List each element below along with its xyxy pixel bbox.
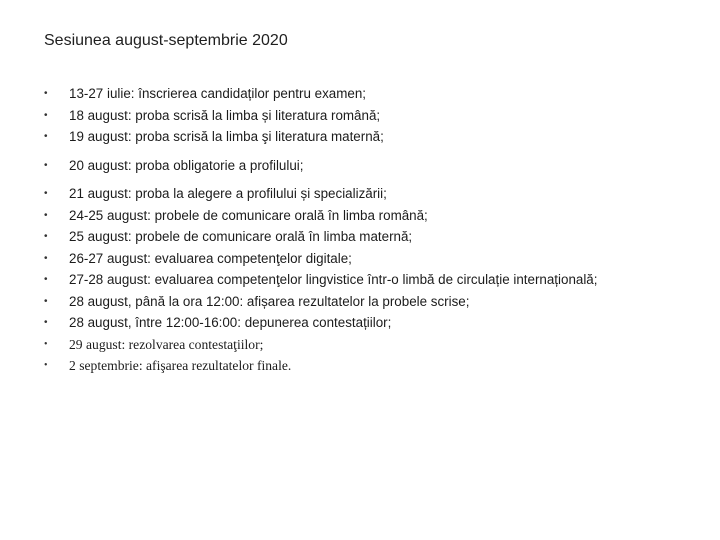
bullet-icon: • — [44, 295, 48, 307]
list-item-text: 28 august, între 12:00-16:00: depunerea contestațiilor; — [69, 315, 392, 330]
list-item — [44, 105, 704, 127]
bullet-icon: • — [44, 274, 48, 285]
list-item — [44, 205, 704, 227]
bullet-icon: • — [44, 131, 48, 142]
list-item — [44, 291, 704, 313]
list-item-text: 2 septembrie: afişarea rezultatelor finale. — [69, 358, 292, 373]
list-item — [44, 83, 704, 105]
bullet-icon: • — [44, 188, 48, 199]
list-item — [44, 248, 704, 270]
slide-title: Sesiunea august-septembrie 2020 — [44, 32, 288, 49]
bullet-icon: • — [44, 109, 48, 121]
list-item — [44, 155, 704, 177]
list-item — [44, 334, 704, 356]
schedule-list — [44, 83, 704, 377]
list-item — [44, 226, 704, 248]
bullet-icon: • — [44, 317, 48, 328]
list-item-text: 25 august: probele de comunicare orală în limba maternă; — [69, 229, 413, 244]
bullet-icon: • — [44, 159, 48, 171]
list-item-text: 19 august: proba scrisă la limba şi literatura maternă; — [69, 129, 384, 144]
list-item-text: 27-28 august: evaluarea competenţelor lingvistice într-o limbă de circulație internațională; — [69, 272, 598, 287]
list-item — [44, 126, 704, 148]
list-item-text: 13-27 iulie: înscrierea candidaților pentru examen; — [69, 86, 366, 101]
list-item-text: 29 august: rezolvarea contestaţiilor; — [69, 336, 264, 352]
bullet-icon: • — [44, 338, 48, 350]
list-item — [44, 183, 704, 205]
list-item-text: 24-25 august: probele de comunicare orală în limba română; — [69, 207, 428, 223]
list-item-text: 18 august: proba scrisă la limba și literatura română; — [69, 107, 381, 123]
bullet-icon: • — [44, 252, 48, 264]
list-item-text: 20 august: proba obligatorie a profilului; — [69, 157, 304, 173]
list-item — [44, 312, 704, 334]
bullet-icon: • — [44, 231, 48, 242]
list-item-text: 26-27 august: evaluarea competenţelor digitale; — [69, 250, 352, 266]
list-item — [44, 269, 704, 291]
bullet-icon: • — [44, 88, 48, 99]
bullet-icon: • — [44, 209, 48, 221]
bullet-icon: • — [44, 360, 48, 371]
list-item — [44, 355, 704, 377]
list-item-text: 21 august: proba la alegere a profilului și specializării; — [69, 186, 387, 201]
list-item-text: 28 august, până la ora 12:00: afișarea rezultatelor la probele scrise; — [69, 293, 470, 309]
